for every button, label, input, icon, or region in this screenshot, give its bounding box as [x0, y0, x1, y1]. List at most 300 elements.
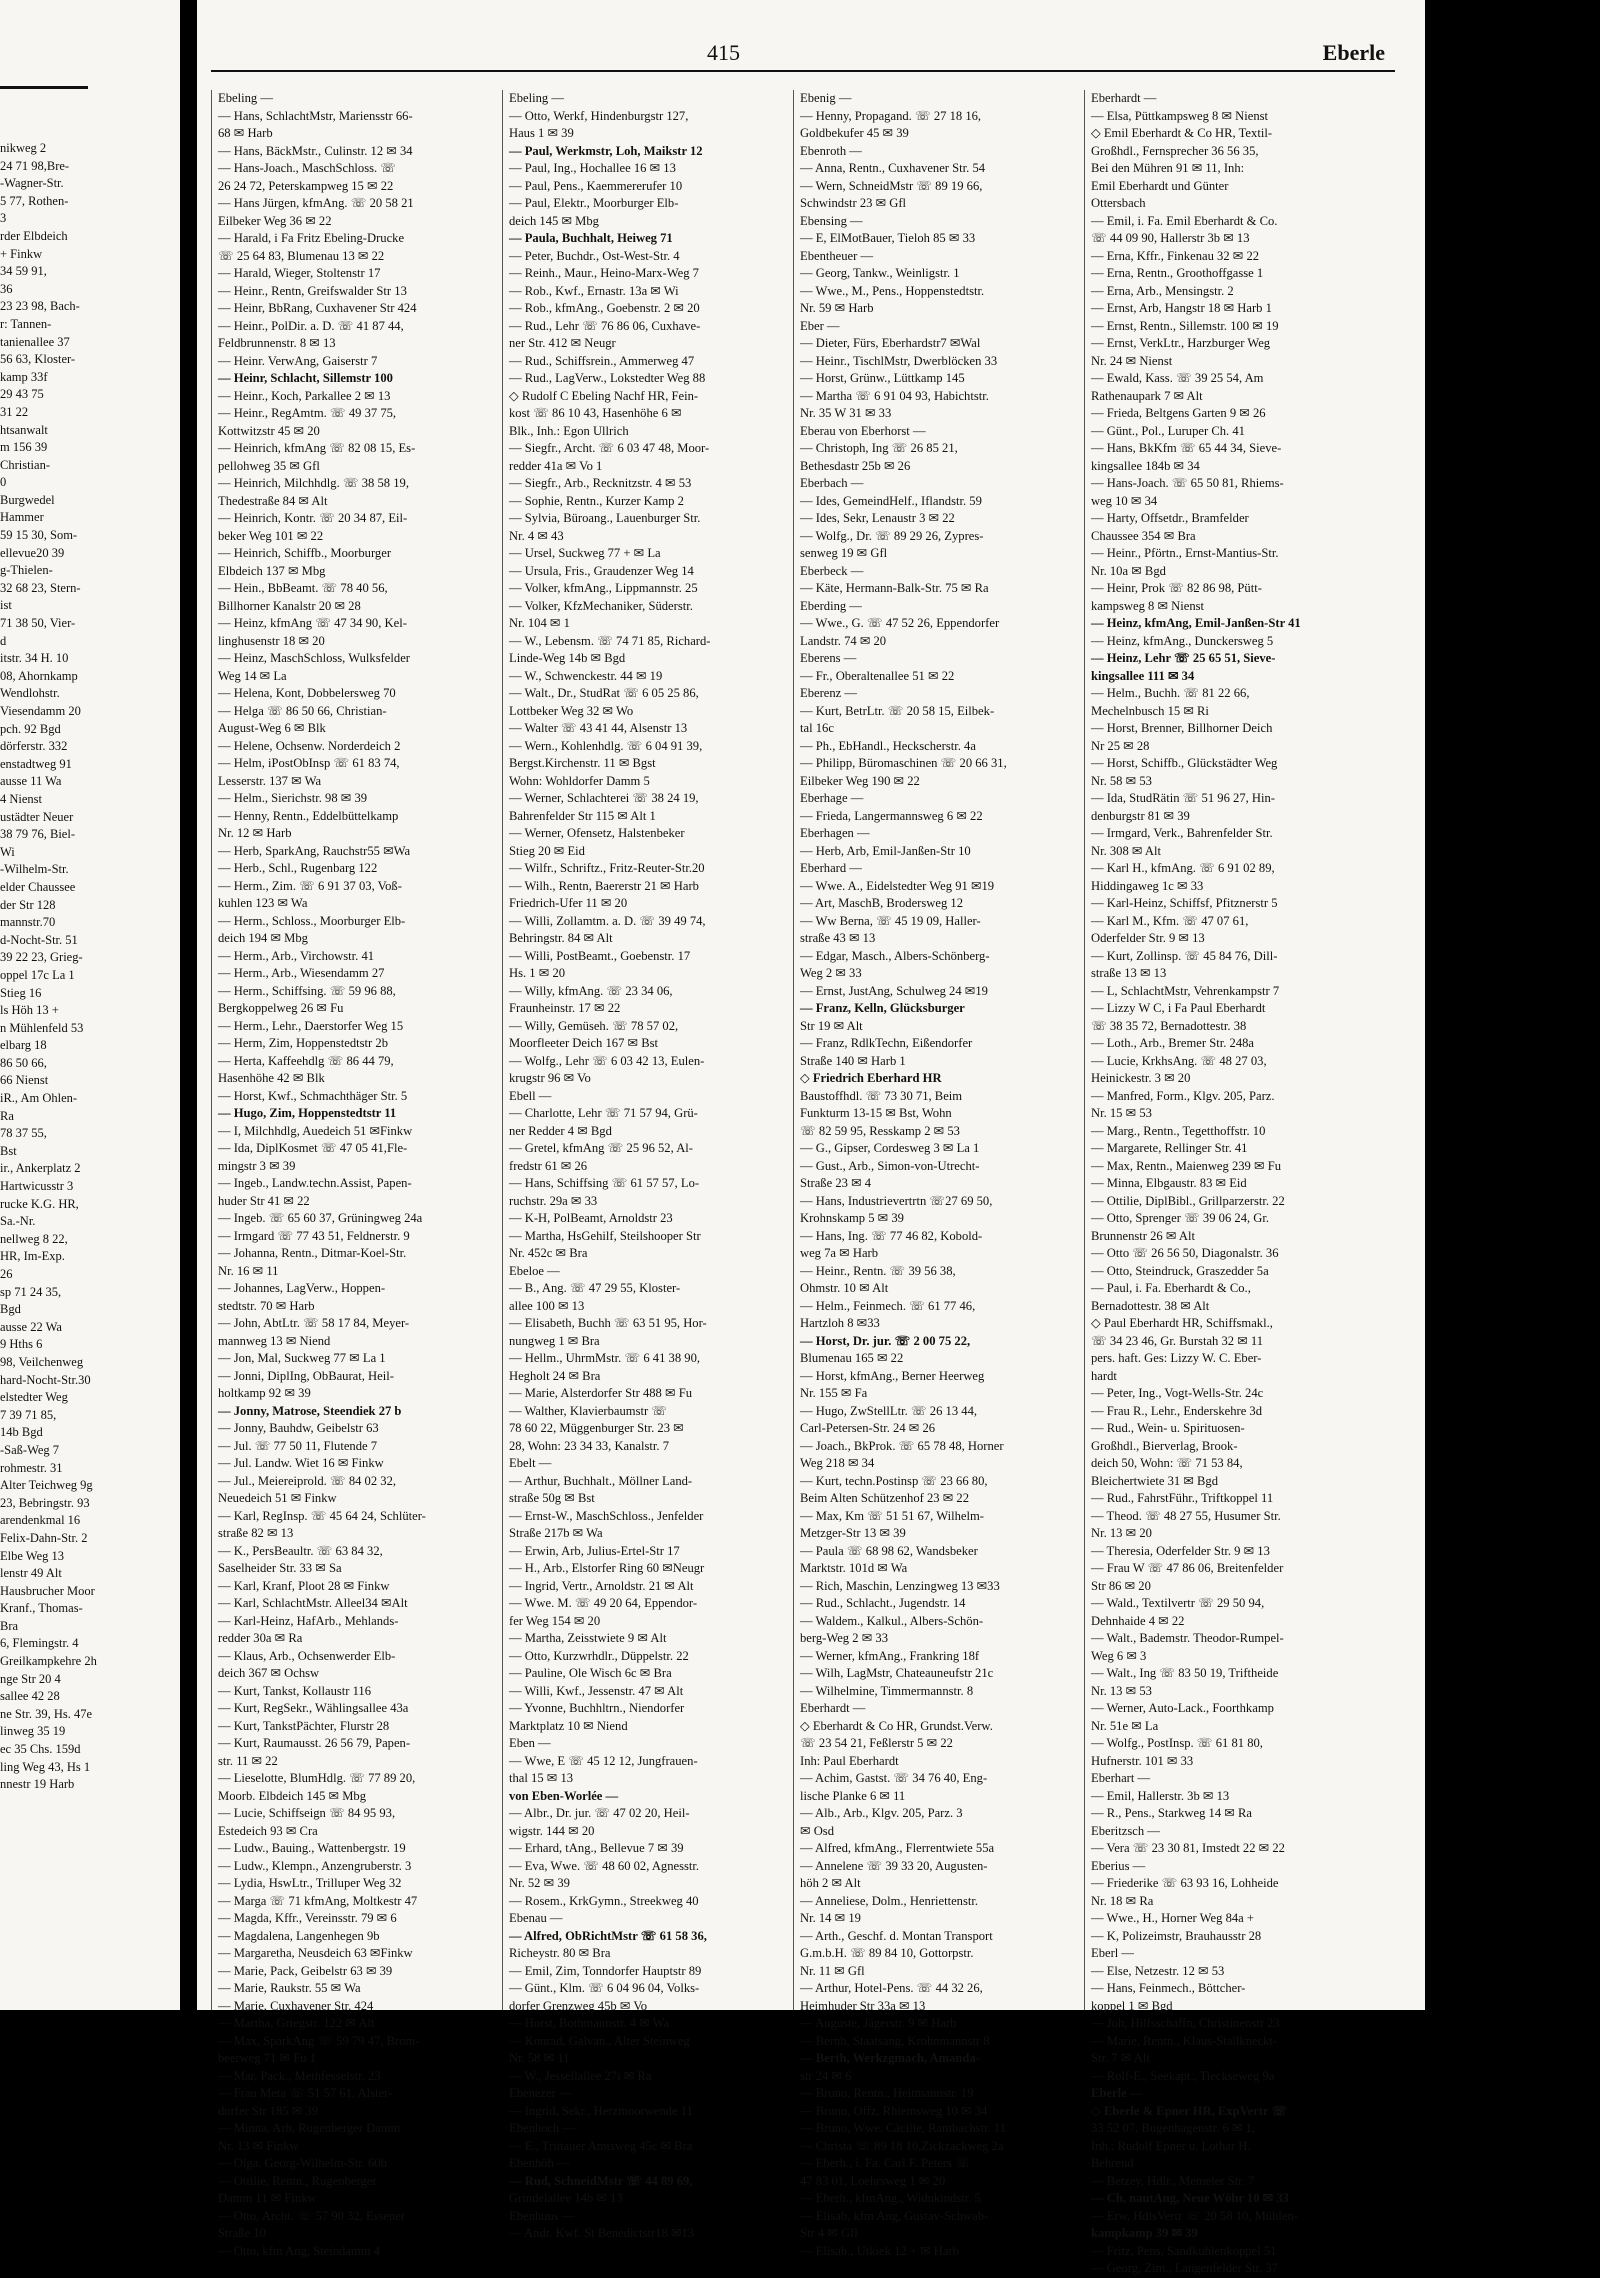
- directory-entry-line: mingstr 3 ✉ 39: [218, 1158, 296, 1173]
- directory-entry-line: Rathenaupark 7 ✉ Alt: [1091, 388, 1203, 403]
- header-rule: [211, 70, 1395, 72]
- directory-entry-line: Nr 25 ✉ 28: [1091, 738, 1150, 753]
- directory-entry-line: — Walter ☏ 43 41 44, Alsenstr 13: [509, 721, 688, 735]
- adjacent-page-line: ne Str. 39, Hs. 47e: [0, 1706, 93, 1721]
- directory-entry-line: — Bruno, Offz, Rhiemsweg 10 ✉ 34: [800, 2103, 988, 2118]
- directory-entry-line: linghusenstr 18 ✉ 20: [218, 633, 325, 648]
- directory-entry-line: — Hein., BbBeamt. ☏ 78 40 56,: [218, 581, 388, 595]
- directory-entry-line: Eberhagen —: [800, 826, 870, 840]
- directory-entry-line: — Christoph, Ing ☏ 26 85 21,: [800, 441, 958, 455]
- directory-entry-line: — Rud., Wein- u. Spirituosen-: [1091, 1421, 1245, 1435]
- directory-entry-line: — Wilh, LagMstr, Chateauneufstr 21c: [800, 1666, 994, 1680]
- directory-entry-line: — Herb., Schl., Rugenbarg 122: [218, 861, 378, 875]
- directory-entry-line: — Eva, Wwe. ☏ 48 60 02, Agnesstr.: [509, 1858, 700, 1873]
- directory-entry-line: — Wwe. M. ☏ 49 20 64, Eppendor-: [509, 1596, 698, 1610]
- directory-entry-line: — Jonny, Bauhdw, Geibelstr 63: [218, 1421, 379, 1435]
- directory-entry-line: — Elsa, Püttkampsweg 8 ✉ Nienst: [1091, 108, 1269, 123]
- directory-entry-line: Bleichertwiete 31 ✉ Bgd: [1091, 1473, 1219, 1488]
- directory-entry-line: Eberl —: [1091, 1946, 1135, 1960]
- directory-entry-line: Bergkoppelweg 26 ✉ Fu: [218, 1001, 344, 1015]
- directory-entry-line: — Rud., FahrstFühr., Triftkoppel 11: [1091, 1491, 1274, 1505]
- adjacent-page-rule: [0, 86, 88, 89]
- directory-entry-line: — Minna, Arb, Rugenberger Damm: [218, 2121, 401, 2135]
- directory-entry-line: — Andr. Kwf. St Benedictstr18 ✉13: [509, 2226, 695, 2240]
- directory-entry-line: — Alfred, ObRichtMstr ☏ 61 58 36,: [509, 1928, 707, 1943]
- adjacent-page-line: ir., Ankerplatz 2: [0, 1161, 81, 1176]
- directory-entry-line: holtkamp 92 ✉ 39: [218, 1386, 311, 1400]
- directory-entry-line: — Loth., Arb., Bremer Str. 248a: [1091, 1036, 1254, 1050]
- adjacent-page-line: 86 50 66,: [0, 1055, 47, 1070]
- directory-entry-line: — Karl M., Kfm. ☏ 47 07 61,: [1091, 913, 1249, 928]
- directory-entry-line: — Peter, Buchdr., Ost-West-Str. 4: [509, 248, 680, 263]
- adjacent-page-line: 14b Bgd: [0, 1425, 43, 1440]
- directory-entry-line: Nr. 13 ✉ 20: [1091, 1526, 1152, 1540]
- directory-entry-line: Damm 11 ✉ Finkw: [218, 2191, 317, 2205]
- directory-entry-line: — Rosem., KrkGymn., Streekweg 40: [509, 1893, 699, 1908]
- directory-entry-line: — Irmgard, Verk., Bahrenfelder Str.: [1091, 826, 1273, 840]
- directory-entry-line: — Hellm., UhrmMstr. ☏ 6 41 38 90,: [509, 1351, 701, 1365]
- directory-entry-line: — Günt., Klm. ☏ 6 04 96 04, Volks-: [509, 1981, 700, 1995]
- directory-entry-line: — Theresia, Oderfelder Str. 9 ✉ 13: [1091, 1543, 1270, 1558]
- directory-entry-line: — Ludw., Klempn., Anzengruberstr. 3: [218, 1858, 412, 1873]
- directory-entry-line: — Martha, Griegstr. 122 ✉ Alt: [218, 2016, 375, 2030]
- directory-entry-line: — Otto, Steindruck, Graszedder 5a: [1091, 1263, 1269, 1278]
- directory-entry-line: Eberhardt —: [800, 1701, 866, 1715]
- directory-entry-line: — Helm., Sierichstr. 98 ✉ 39: [218, 791, 368, 805]
- directory-entry-line: — Willi, PostBeamt., Goebenstr. 17: [509, 948, 691, 963]
- directory-entry-line: dorfer Str 185 ✉ 39: [218, 2103, 319, 2118]
- directory-entry-line: Heinickestr. 3 ✉ 20: [1091, 1071, 1191, 1085]
- directory-entry-line: — Heinr, BbRang, Cuxhavener Str 424: [218, 301, 417, 315]
- directory-entry-line: Heimhuder Str 33a ✉ 13: [800, 1998, 926, 2013]
- directory-entry-line: — Horst, Grünw., Lüttkamp 145: [800, 371, 965, 385]
- adjacent-page-line: rucke K.G. HR,: [0, 1196, 79, 1211]
- directory-entry-line: 47 83 01, Loehrsweg 1 ✉ 20: [800, 2173, 946, 2188]
- directory-entry-line: Ebeling —: [509, 91, 564, 105]
- directory-entry-line: — Jon, Mal, Suckweg 77 ✉ La 1: [218, 1351, 386, 1365]
- adjacent-page-line: 31 22: [0, 404, 29, 419]
- directory-entry-line: Ottersbach: [1091, 196, 1146, 210]
- directory-entry-line: Großhdl., Fernsprecher 36 56 35,: [1091, 143, 1259, 158]
- directory-entry-line: — Dieter, Fürs, Eberhardstr7 ✉Wal: [800, 336, 981, 350]
- directory-entry-line: — Ewald, Kass. ☏ 39 25 54, Am: [1091, 371, 1264, 385]
- adjacent-page-line: der Str 128: [0, 897, 56, 912]
- directory-entry-line: — Reinh., Maur., Heino-Marx-Weg 7: [509, 266, 699, 280]
- directory-entry-line: — Frieda, Langermannsweg 6 ✉ 22: [800, 808, 983, 823]
- adjacent-page-line: 66 Nienst: [0, 1073, 49, 1088]
- directory-entry-line: koppel 1 ✉ Bgd: [1091, 1998, 1173, 2013]
- directory-entry-line: — Ernst, Arb, Hangstr 18 ✉ Harb 1: [1091, 301, 1272, 315]
- directory-entry-line: — Werner, Schlachterei ☏ 38 24 19,: [509, 791, 699, 805]
- directory-entry-line: — Herm., Schloss., Moorburger Elb-: [218, 913, 406, 928]
- directory-entry-line: — Anneliese, Dolm., Henriettenstr.: [800, 1893, 979, 1908]
- directory-entry-line: fer Weg 154 ✉ 20: [509, 1613, 601, 1628]
- directory-entry-line: — Hans-Joach. ☏ 65 50 81, Rhiems-: [1091, 476, 1284, 490]
- directory-entry-line: Großhdl., Bierverlag, Brook-: [1091, 1438, 1238, 1453]
- adjacent-page-line: ist: [0, 598, 12, 613]
- directory-entry-line: — Helene, Ochsenw. Norderdeich 2: [218, 738, 401, 753]
- directory-entry-line: — Marg., Rentn., Tegetthoffstr. 10: [1091, 1123, 1266, 1138]
- directory-entry-line: Nr. 51e ✉ La: [1091, 1718, 1159, 1733]
- directory-entry-line: — Marie, Pack, Geibelstr 63 ✉ 39: [218, 1963, 393, 1978]
- directory-entry-line: — Yvonne, Buchhltrn., Niendorfer: [509, 1701, 685, 1715]
- directory-entry-line: Bethesdastr 25b ✉ 26: [800, 458, 911, 473]
- directory-entry-line: Eberbach —: [800, 476, 864, 490]
- directory-entry-line: — Eberh., kfmAng., Widukindstr. 5: [800, 2191, 981, 2205]
- directory-entry-line: — Hans, BkKfm ☏ 65 44 34, Sieve-: [1091, 441, 1282, 455]
- directory-entry-line: — Ch, nautAng, Neue Wöhr 10 ✉ 33: [1091, 2191, 1289, 2205]
- directory-entry-line: — Ph., EbHandl., Heckscherstr. 4a: [800, 738, 976, 753]
- directory-entry-line: höh 2 ✉ Alt: [800, 1876, 861, 1890]
- directory-entry-line: — Ida, DiplKosmet ☏ 47 05 41,Fle-: [218, 1141, 408, 1155]
- directory-entry-line: Moorb. Elbdeich 145 ✉ Mbg: [218, 1788, 367, 1803]
- adjacent-page-line: -Wagner-Str.: [0, 176, 64, 191]
- adjacent-page-line: 26: [0, 1267, 13, 1281]
- directory-entry-line: — Otto ☏ 26 56 50, Diagonalstr. 36: [1091, 1246, 1279, 1260]
- directory-entry-line: Ebeling —: [218, 91, 273, 105]
- directory-entry-line: — Rud., LagVerw., Lokstedter Weg 88: [509, 371, 706, 385]
- directory-entry-line: — Joh, Hilfsschaffn, Christinenstr 23: [1091, 2016, 1280, 2030]
- adjacent-page-line: Sa.-Nr.: [0, 1214, 36, 1229]
- directory-entry-line: Inh.: Rudolf Epner u. Lothar H.: [1091, 2138, 1251, 2153]
- directory-entry-line: Nr. 308 ✉ Alt: [1091, 843, 1162, 858]
- directory-entry-line: — H., Arb., Elstorfer Ring 60 ✉Neugr: [509, 1561, 705, 1575]
- adjacent-page-line: Wendlohstr.: [0, 686, 60, 701]
- adjacent-page-line: kamp 33f: [0, 369, 48, 384]
- directory-entry-line: ◇ Eberhardt & Co HR, Grundst.Verw.: [800, 1718, 993, 1733]
- adjacent-page-line: ling Weg 43, Hs 1: [0, 1759, 91, 1774]
- adjacent-page-line: d-Nocht-Str. 51: [0, 932, 78, 947]
- directory-entry-line: — Heinz, kfmAng, Emil-Janßen-Str 41: [1091, 616, 1301, 630]
- directory-entry-line: — Marie, Raukstr. 55 ✉ Wa: [218, 1981, 361, 1995]
- directory-entry-line: — Johannes, LagVerw., Hoppen-: [218, 1281, 386, 1295]
- directory-entry-line: Eilbeker Weg 36 ✉ 22: [218, 213, 332, 228]
- directory-entry-line: Brunnenstr 26 ✉ Alt: [1091, 1228, 1195, 1243]
- directory-entry-line: — Hugo, Zim, Hoppenstedtstr 11: [218, 1106, 397, 1120]
- directory-entry-line: Carl-Petersen-Str. 24 ✉ 26: [800, 1421, 936, 1435]
- directory-entry-line: Friedrich-Ufer 11 ✉ 20: [509, 896, 628, 910]
- directory-entry-line: — Sylvia, Büroang., Lauenburger Str.: [509, 511, 701, 525]
- directory-entry-line: Eberitzsch —: [1091, 1823, 1160, 1838]
- directory-entry-line: Eilbeker Weg 190 ✉ 22: [800, 773, 920, 788]
- directory-entry-line: — Joach., BkProk. ☏ 65 78 48, Horner: [800, 1438, 1004, 1453]
- directory-entry-line: — Paula, Buchhalt, Heiweg 71: [509, 231, 673, 245]
- directory-entry-line: stedtstr. 70 ✉ Harb: [218, 1298, 315, 1313]
- directory-entry-line: — Werner, Ofensetz, Halstenbeker: [509, 826, 685, 840]
- directory-entry-line: — Ernst, VerkLtr., Harzburger Weg: [1091, 336, 1271, 350]
- directory-entry-line: Str. 7 ✉ Alt: [1091, 2051, 1150, 2065]
- directory-entry-line: — Harald, i Fa Fritz Ebeling-Drucke: [218, 231, 405, 245]
- directory-entry-line: — Gust., Arb., Simon-von-Utrecht-: [800, 1158, 980, 1173]
- directory-entry-line: — Erhard, tAng., Bellevue 7 ✉ 39: [509, 1841, 684, 1855]
- directory-entry-line: ◇ Paul Eberhardt HR, Schiffsmakl.,: [1091, 1316, 1273, 1330]
- directory-entry-line: Nr. 16 ✉ 11: [218, 1263, 279, 1278]
- adjacent-page-line: rder Elbdeich: [0, 228, 68, 243]
- directory-entry-line: — Harald, Wieger, Stoltenstr 17: [218, 266, 381, 280]
- directory-entry-line: — Marie, Rentn., Klaus-Stallkneckt-: [1091, 2033, 1278, 2048]
- directory-entry-line: krugstr 96 ✉ Vo: [509, 1071, 591, 1085]
- directory-entry-line: — Herm, Zim, Hoppenstedtstr 2b: [218, 1036, 388, 1050]
- directory-entry-line: — Otto, Werkf, Hindenburgstr 127,: [509, 108, 689, 123]
- adjacent-page-line: elder Chaussee: [0, 879, 76, 894]
- directory-entry-line: — John, AbtLtr. ☏ 58 17 84, Meyer-: [218, 1316, 410, 1330]
- directory-entry-line: 68 ✉ Harb: [218, 126, 273, 140]
- directory-entry-line: nungweg 1 ✉ Bra: [509, 1333, 600, 1348]
- directory-entry-line: — Arthur, Hotel-Pens. ☏ 44 32 26,: [800, 1981, 983, 1995]
- directory-entry-line: — W., Schwenckestr. 44 ✉ 19: [509, 668, 663, 683]
- directory-entry-line: — Ernst, Rentn., Sillemstr. 100 ✉ 19: [1091, 318, 1279, 333]
- directory-entry-line: Str 19 ✉ Alt: [800, 1018, 863, 1033]
- directory-entry-line: — Franz, RdlkTechn, Eißendorfer: [800, 1036, 973, 1050]
- directory-entry-line: — K., PersBeaultr. ☏ 63 84 32,: [218, 1543, 383, 1558]
- directory-entry-line: — Jul. Landw. Wiet 16 ✉ Finkw: [218, 1456, 384, 1470]
- directory-entry-line: — Ides, Sekr, Lenaustr 3 ✉ 22: [800, 511, 955, 525]
- directory-entry-line: Ebenhuus —: [509, 2208, 575, 2223]
- directory-entry-line: Behrend: [1091, 2156, 1134, 2170]
- adjacent-page-line: Burgwedel: [0, 492, 55, 507]
- adjacent-page-line: tanienallee 37: [0, 334, 70, 349]
- directory-entry-line: Hartzloh 8 ✉33: [800, 1316, 880, 1330]
- directory-entry-line: — Erna, Rentn., Groothoffgasse 1: [1091, 266, 1264, 280]
- directory-entry-line: — Rud., Schiffsrein., Ammerweg 47: [509, 353, 695, 368]
- directory-entry-line: Marktplatz 10 ✉ Niend: [509, 1718, 628, 1733]
- adjacent-page-line: rohmestr. 31: [0, 1460, 63, 1475]
- adjacent-page-line: htsanwalt: [0, 422, 48, 437]
- directory-entry-line: — Ursel, Suckweg 77 + ✉ La: [509, 546, 661, 560]
- directory-entry-line: — I, Milchhdlg, Auedeich 51 ✉Finkw: [218, 1123, 413, 1138]
- directory-entry-line: Moorfleeter Deich 167 ✉ Bst: [509, 1036, 659, 1050]
- adjacent-page-line: Bst: [0, 1143, 17, 1158]
- directory-entry-line: — Eberh., i. Fa. Carl F. Peters ☏: [800, 2156, 971, 2170]
- directory-column-1: [211, 90, 498, 2258]
- directory-entry-line: — Konrad, Galvan., Alter Steinweg: [509, 2033, 690, 2048]
- directory-entry-line: — W., Jessellallee 27i ✉ Ra: [509, 2068, 652, 2083]
- directory-entry-line: — Max, Km ☏ 51 51 67, Wilhelm-: [800, 1508, 984, 1523]
- directory-entry-line: hardt: [1091, 1368, 1117, 1383]
- adjacent-page-line: mannstr.70: [0, 915, 56, 930]
- directory-entry-line: Eberhart —: [1091, 1771, 1151, 1785]
- directory-entry-line: Nr. 12 ✉ Harb: [218, 826, 292, 840]
- directory-entry-line: Eberenz —: [800, 686, 857, 700]
- directory-entry-line: Nr. 52 ✉ 39: [509, 1876, 570, 1890]
- directory-entry-line: — Henny, Propagand. ☏ 27 18 16,: [800, 108, 982, 123]
- adjacent-page-line: dörferstr. 332: [0, 739, 68, 754]
- adjacent-page-line: elbarg 18: [0, 1038, 47, 1053]
- directory-entry-line: — Bruno, Rentn., Heitmannstr. 19: [800, 2086, 974, 2100]
- adjacent-page-text: [0, 140, 180, 1794]
- directory-entry-line: Bergst.Kirchenstr. 11 ✉ Bgst: [509, 756, 656, 770]
- directory-entry-line: Nr. 58 ✉ 11: [509, 2051, 570, 2065]
- adjacent-page-line: Hammer: [0, 510, 44, 525]
- directory-entry-line: Ebenhöh —: [509, 2156, 570, 2170]
- directory-entry-line: — Elisabeth, Buchh ☏ 63 51 95, Hor-: [509, 1316, 707, 1330]
- directory-entry-line: Stieg 20 ✉ Eid: [509, 843, 585, 858]
- directory-entry-line: — Horst, kfmAng., Berner Heerweg: [800, 1368, 985, 1383]
- directory-entry-line: Ebenroth —: [800, 143, 862, 158]
- directory-entry-line: Schwindstr 23 ✉ Gfl: [800, 196, 907, 210]
- directory-entry-line: Ebelt —: [509, 1456, 552, 1470]
- directory-entry-line: — Ottilie, DiplBibl., Grillparzerstr. 22: [1091, 1193, 1285, 1208]
- directory-entry-line: Elbdeich 137 ✉ Mbg: [218, 563, 326, 578]
- directory-entry-line: — Marga ☏ 71 kfmAng, Moltkestr 47: [218, 1893, 418, 1908]
- directory-entry-line: 28, Wohn: 23 34 33, Kanalstr. 7: [509, 1438, 670, 1453]
- directory-entry-line: — Karl, RegInsp. ☏ 45 64 24, Schlüter-: [218, 1508, 426, 1523]
- directory-entry-line: dorfer Grenzweg 45b ✉ Vo: [509, 1998, 648, 2013]
- adjacent-page-line: 6, Flemingstr. 4: [0, 1636, 79, 1651]
- directory-entry-line: — Berth, Werkzgmach, Amanda-: [800, 2051, 980, 2065]
- adjacent-page-line: Ra: [0, 1108, 14, 1123]
- directory-entry-line: — Klaus, Arb., Ochsenwerder Elb-: [218, 1648, 396, 1663]
- directory-entry-line: Eberens —: [800, 651, 857, 665]
- directory-entry-line: — Rolf-E., Seekapt., Tieckseweg 9a: [1091, 2068, 1275, 2083]
- directory-entry-line: — Herb, SparkAng, Rauchstr55 ✉Wa: [218, 843, 411, 858]
- directory-entry-line: Haus 1 ✉ 39: [509, 126, 574, 140]
- directory-entry-line: redder 41a ✉ Vo 1: [509, 458, 603, 473]
- adjacent-page-line: Christian-: [0, 457, 50, 472]
- directory-entry-line: ruchstr. 29a ✉ 33: [509, 1193, 598, 1208]
- directory-entry-line: — Horst, Dr. jur. ☏ 2 00 75 22,: [800, 1333, 971, 1348]
- directory-entry-line: — B., Ang. ☏ 47 29 55, Kloster-: [509, 1281, 681, 1295]
- adjacent-page-line: ustädter Neuer: [0, 809, 74, 824]
- directory-entry-line: Landstr. 74 ✉ 20: [800, 633, 887, 648]
- adjacent-page-line: 3: [0, 211, 7, 226]
- directory-entry-line: Straße 10: [218, 2226, 266, 2240]
- directory-entry-line: — Rob., Kwf., Ernastr. 13a ✉ Wi: [509, 283, 679, 298]
- adjacent-page-line: elstedter Weg: [0, 1390, 68, 1405]
- directory-entry-line: — Martha ☏ 6 91 04 93, Habichtstr.: [800, 388, 989, 403]
- directory-entry-line: straße 13 ✉ 13: [1091, 966, 1167, 980]
- directory-entry-line: — Bernh, Staatsang, Krohnmannstr 8: [800, 2033, 990, 2048]
- directory-entry-line: — Harty, Offsetdr., Bramfelder: [1091, 511, 1249, 525]
- directory-entry-line: — Charlotte, Lehr ☏ 71 57 94, Grü-: [509, 1106, 698, 1120]
- directory-entry-line: — Werner, Auto-Lack., Foorthkamp: [1091, 1701, 1274, 1715]
- adjacent-page-line: Bgd: [0, 1302, 21, 1317]
- directory-entry-line: — Ides, GemeindHelf., Iflandstr. 59: [800, 493, 982, 508]
- directory-entry-line: — Erwin, Arb, Julius-Ertel-Str 17: [509, 1543, 680, 1558]
- adjacent-page-line: 78 37 55,: [0, 1126, 47, 1141]
- directory-entry-line: Ebell —: [509, 1088, 552, 1103]
- directory-entry-line: — Willi, Kwf., Jessenstr. 47 ✉ Alt: [509, 1683, 684, 1698]
- directory-entry-line: Behringstr. 84 ✉ Alt: [509, 931, 613, 945]
- directory-entry-line: — Wilhelmine, Timmermannstr. 8: [800, 1683, 974, 1698]
- directory-entry-line: — Erna, Kffr., Finkenau 32 ✉ 22: [1091, 248, 1260, 263]
- directory-entry-line: Nr. 4 ✉ 43: [509, 528, 564, 543]
- directory-entry-line: — Paul, i. Fa. Eberhardt & Co.,: [1091, 1281, 1251, 1295]
- directory-entry-line: August-Weg 6 ✉ Blk: [218, 721, 326, 735]
- adjacent-page-line: Elbe Weg 13: [0, 1548, 65, 1563]
- directory-entry-line: — Olga, Georg-Wilhelm-Str. 60b: [218, 2156, 387, 2170]
- directory-entry-line: beker Weg 101 ✉ 22: [218, 528, 324, 543]
- directory-entry-line: — Kurt, Tankst, Kollaustr 116: [218, 1683, 372, 1698]
- directory-entry-line: Ebenhoch —: [509, 2121, 576, 2135]
- directory-entry-line: — Horst, Bothmannstr. 4 ✉ Wa: [509, 2016, 670, 2030]
- directory-entry-line: — Karl-Heinz, Schiffsf, Pfitznerstr 5: [1091, 896, 1278, 910]
- directory-entry-line: Ohmstr. 10 ✉ Alt: [800, 1281, 889, 1295]
- directory-entry-line: huder Str 41 ✉ 22: [218, 1193, 310, 1208]
- directory-entry-line: Lesserstr. 137 ✉ Wa: [218, 773, 322, 788]
- directory-entry-line: deich 50, Wohn: ☏ 71 53 84,: [1091, 1456, 1243, 1470]
- directory-entry-line: — Art, MaschB, Brodersweg 12: [800, 896, 963, 910]
- adjacent-page-line: nikweg 2: [0, 141, 47, 155]
- directory-entry-line: — L, SchlachtMstr, Vehrenkampstr 7: [1091, 983, 1280, 998]
- directory-entry-line: — Christa ☏ 89 18 10,Zickzackweg 2a: [800, 2138, 1004, 2153]
- directory-entry-line: weg 10 ✉ 34: [1091, 493, 1158, 508]
- directory-entry-line: — Hugo, ZwStellLtr. ☏ 26 13 44,: [800, 1403, 978, 1418]
- directory-entry-line: — Lydia, HswLtr., Trilluper Weg 32: [218, 1876, 402, 1890]
- adjacent-page-line: Kranf., Thomas-: [0, 1601, 83, 1616]
- directory-entry-line: Ebentheuer —: [800, 248, 874, 263]
- directory-entry-line: — R., Pens., Starkweg 14 ✉ Ra: [1091, 1806, 1252, 1820]
- directory-entry-line: — Erna, Arb., Mensingstr. 2: [1091, 283, 1234, 298]
- directory-entry-line: kampkamp 39 ✉ 39: [1091, 2226, 1198, 2240]
- directory-entry-line: Inh: Paul Eberhardt: [800, 1753, 899, 1768]
- directory-entry-line: — Kurt, Zollinsp. ☏ 45 84 76, Dill-: [1091, 948, 1278, 963]
- directory-entry-line: allee 100 ✉ 13: [509, 1298, 585, 1313]
- directory-entry-line: — Helm, iPostObInsp ☏ 61 83 74,: [218, 756, 400, 770]
- directory-entry-line: ☏ 23 54 21, Feßlerstr 5 ✉ 22: [800, 1736, 953, 1750]
- directory-page: [197, 0, 1425, 2275]
- directory-entry-line: mannweg 13 ✉ Niend: [218, 1333, 331, 1348]
- directory-entry-line: — W., Lebensm. ☏ 74 71 85, Richard-: [509, 633, 711, 648]
- directory-entry-line: — Paul, Ing., Hochallee 16 ✉ 13: [509, 161, 676, 175]
- directory-entry-line: Beim Alten Schützenhof 23 ✉ 22: [800, 1491, 970, 1505]
- directory-entry-line: — Karl H., kfmAng. ☏ 6 91 02 89,: [1091, 861, 1275, 875]
- directory-entry-line: str. 11 ✉ 22: [218, 1753, 278, 1768]
- directory-entry-line: Straße 140 ✉ Harb 1: [800, 1053, 906, 1068]
- directory-entry-line: — Hans, SchlachtMstr, Mariensstr 66-: [218, 108, 413, 123]
- directory-entry-line: — Martha, HsGehilf, Steilshooper Str: [509, 1228, 701, 1243]
- directory-column-2: [502, 90, 789, 2240]
- directory-entry-line: — Rob., kfmAng., Goebenstr. 2 ✉ 20: [509, 301, 700, 315]
- directory-entry-line: — Helga ☏ 86 50 66, Christian-: [218, 703, 387, 718]
- directory-entry-line: — K, Polizeimstr, Brauhausstr 28: [1091, 1928, 1262, 1943]
- adjacent-page-line: 9 Hths 6: [0, 1337, 43, 1352]
- directory-entry-line: — Heinr., TischlMstr, Dwerblöcken 33: [800, 353, 998, 368]
- directory-entry-line: G.m.b.H. ☏ 89 84 10, Gottorpstr.: [800, 1946, 974, 1960]
- directory-entry-line: — Heinr., RegAmtm. ☏ 49 37 75,: [218, 406, 397, 420]
- directory-entry-line: — Wern., Kohlenhdlg. ☏ 6 04 91 39,: [509, 738, 703, 753]
- directory-entry-line: — Peter, Ing., Vogt-Wells-Str. 24c: [1091, 1386, 1264, 1400]
- directory-entry-line: — Paul, Pens., Kaemmererufer 10: [509, 178, 683, 193]
- directory-entry-line: — Heinr, Schlacht, Sillemstr 100: [218, 371, 393, 385]
- directory-entry-line: Eberhard —: [800, 861, 862, 875]
- directory-entry-line: Oderfelder Str. 9 ✉ 13: [1091, 931, 1205, 945]
- adjacent-page-line: 23 23 98, Bach-: [0, 299, 80, 314]
- directory-entry-line: Nr. 13 ✉ Finkw: [218, 2138, 299, 2153]
- directory-entry-line: Lottbeker Weg 32 ✉ Wo: [509, 703, 634, 718]
- directory-entry-line: — Otto, Sprenger ☏ 39 06 24, Gr.: [1091, 1211, 1270, 1225]
- directory-entry-line: — Herm., Lehr., Daerstorfer Weg 15: [218, 1018, 404, 1033]
- directory-entry-line: Estedeich 93 ✉ Cra: [218, 1823, 318, 1838]
- adjacent-page-line: 4 Nienst: [0, 791, 43, 806]
- directory-entry-line: — Heinz, kfmAng ☏ 47 34 90, Kel-: [218, 616, 407, 630]
- directory-entry-line: — Heinz, kfmAng., Dunckersweg 5: [1091, 633, 1274, 648]
- directory-entry-line: — Günt., Pol., Luruper Ch. 41: [1091, 423, 1245, 438]
- directory-entry-line: senweg 19 ✉ Gfl: [800, 546, 888, 560]
- directory-entry-line: — Karl, Kranf, Ploot 28 ✉ Finkw: [218, 1578, 390, 1593]
- directory-entry-line: Nr. 18 ✉ Ra: [1091, 1893, 1154, 1908]
- directory-entry-line: lische Planke 6 ✉ 11: [800, 1788, 906, 1803]
- directory-entry-line: — Jonny, Matrose, Steendiek 27 b: [218, 1403, 402, 1418]
- directory-entry-line: Bei den Mühren 91 ✉ 11, Inh:: [1091, 161, 1245, 175]
- directory-entry-line: Weg 6 ✉ 3: [1091, 1648, 1147, 1663]
- adjacent-page-line: Greilkampkehre 2h: [0, 1654, 97, 1669]
- adjacent-page-line: nge Str 20 4: [0, 1671, 61, 1686]
- directory-entry-line: — Siegfr., Arb., Recknitzstr. 4 ✉ 53: [509, 476, 692, 490]
- directory-entry-line: — Heinr. VerwAng, Gaiserstr 7: [218, 353, 378, 368]
- directory-entry-line: Nr. 11 ✉ Gfl: [800, 1963, 865, 1978]
- directory-entry-line: Nr. 104 ✉ 1: [509, 616, 570, 630]
